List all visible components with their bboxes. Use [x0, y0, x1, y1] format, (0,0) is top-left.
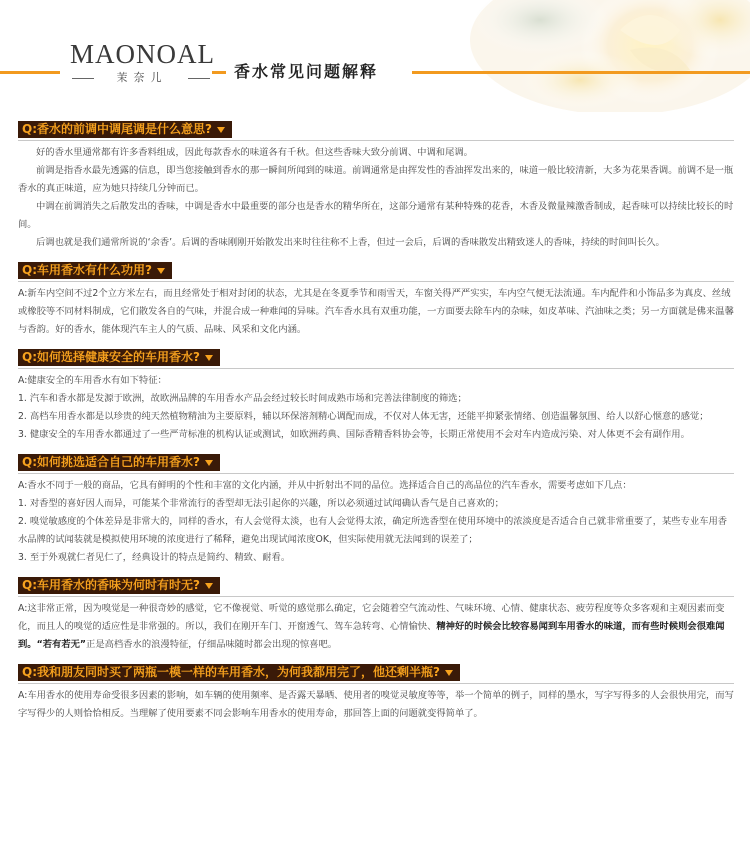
brand-line-right — [188, 78, 210, 79]
faq-answer-paragraph: 1. 汽车和香水都是发源于欧洲，故欧洲品牌的车用香水产品会经过较长时间成熟市场和完善法律制度的筛选； — [18, 393, 467, 404]
title-rule-right — [412, 71, 750, 74]
faq-answer-paragraph: A:车用香水的使用寿命受很多因素的影响，如车辆的使用频率、是否露天暴晒、使用者的嗅觉灵敏度等等，举一个简单的例子，同样的墨水，写字写得多的人会很快用完，而写字写得少的人则恰恰相反。当理解了使用要素不同会影响车用香水的使用寿命，那回答上面的问题就变得简单了。 — [18, 690, 734, 719]
faq-answer-paragraph: 中调在前调消失之后散发出的香味，中调是香水中最重要的部分也是香水的精华所在，这部分通常有某种特殊的花香，木香及微量辣激香制成，起香味可以持续比较长的时间。 — [18, 201, 734, 230]
faq-answer-paragraph: 2. 嗅觉敏感度的个体差异是非常大的，同样的香水，有人会觉得太淡，也有人会觉得太浓，确定所选香型在使用环境中的浓淡度是否适合自己就非常重要了，某些专业车用香水品牌的试闻装就是模拟使用环境的浓度进行了稀释，避免出现试闻浓度OK，但实际使用就无法闻到的误差了； — [18, 516, 728, 545]
faq-question: Q:如何选择健康安全的车用香水? — [18, 349, 220, 366]
faq-answer-paragraph: A:健康安全的车用香水有如下特征： — [18, 375, 167, 386]
answer-text: A:这非常正常，因为嗅觉是一种很奇妙的感觉，它不像视觉、听觉的感觉那么确定，它会随着空气流动性、气味环境、心情、健康状态、疲劳程度等众多客观和主观因素而变化，而且人的嗅觉的适应性是非常强的。所以，我们在刚开车门、开窗透气、驾车急转弯、心情愉快、 — [18, 603, 725, 632]
faq-question: Q:我和朋友同时买了两瓶一模一样的车用香水，为何我都用完了，他还剩半瓶? — [18, 664, 460, 681]
divider — [18, 140, 734, 141]
faq-answer-paragraph: 2. 高档车用香水都是以珍贵的纯天然植物精油为主要原料，辅以环保溶剂精心调配而成，不仅对人体无害，还能平抑紧张情绪、创造温馨氛围、给人以舒心惬意的感觉； — [18, 411, 709, 422]
flower-decoration-icon — [420, 0, 750, 112]
brand-logo — [70, 39, 215, 84]
page-header — [0, 0, 750, 112]
faq-section-6 — [18, 661, 734, 723]
faq-section-1 — [18, 118, 734, 252]
faq-answer-paragraph — [18, 600, 734, 654]
faq-answer-paragraph: A:香水不同于一般的商品，它具有鲜明的个性和丰富的文化内涵，并从中折射出不同的品位。选择适合自己的高品位的汽车香水，需要考虑如下几点： — [18, 480, 632, 491]
faq-section-3 — [18, 346, 734, 444]
answer-text: 正是高档香水的浪漫特征，仔细品味随时都会出现的惊喜吧。 — [86, 639, 338, 650]
divider — [18, 368, 734, 369]
brand-name-cn: 茉奈儿 — [116, 71, 168, 84]
faq-answer-paragraph: 3. 至于外观就仁者见仁了，经典设计的特点是简约、精致、耐看。 — [18, 552, 291, 563]
faq-section-2 — [18, 259, 734, 339]
faq-question: Q:香水的前调中调尾调是什么意思? — [18, 121, 232, 138]
faq-section-5 — [18, 574, 734, 654]
title-rule-left — [0, 71, 60, 74]
faq-question: Q:车用香水的香味为何时有时无? — [18, 577, 220, 594]
brand-line-left — [72, 78, 94, 79]
faq-answer-paragraph: 前调是指香水最先透露的信息，即当您接触到香水的那一瞬间所闻到的味道。前调通常是由挥发性的香油挥发出来的，味道一般比较清新，大多为花果香调。前调不是一瓶香水的真正味道，应为她只持续几分钟而已。 — [18, 165, 734, 194]
faq-section-4 — [18, 451, 734, 567]
faq-answer-paragraph: 好的香水里通常都有许多香料组成，因此每款香水的味道各有千秋。但这些香味大致分前调、中调和尾调。 — [36, 147, 473, 158]
brand-name-en: MAONOAL — [70, 39, 215, 69]
answer-text-bold: 精神好的时候会比较容易闻到车用香水的味道，而有些时候则会很难闻到。 — [18, 621, 725, 650]
faq-question: Q:车用香水有什么功用? — [18, 262, 172, 279]
divider — [18, 281, 734, 282]
page-title: 香水常见问题解释 — [234, 62, 379, 81]
title-rule-mid — [212, 71, 226, 74]
answer-quote-bold: “若有若无” — [36, 639, 87, 650]
faq-answer-paragraph: A:新车内空间不过2个立方米左右，而且经常处于相对封闭的状态，尤其是在冬夏季节和雨雪天，车窗关得严严实实，车内空气便无法流通。车内配件和小饰品多为真皮、丝绒或橡胶等不同材料制成，它们散发各自的气味，并混合成一种难闻的异味。汽车香水具有双重功能，一方面要去除车内的杂味，如皮革味、汽油味之类；另一方面就是佛来温馨与香韵。好的香水，能体现汽车主人的气质、品味、风采和文化内涵。 — [18, 288, 734, 335]
faq-content — [18, 118, 734, 730]
faq-question: Q:如何挑选适合自己的车用香水? — [18, 454, 220, 471]
divider — [18, 683, 734, 684]
faq-answer-paragraph: 3. 健康安全的车用香水都通过了一些严苛标准的机构认证或测试，如欧洲药典、国际香精香料协会等，长期正常使用不会对车内造成污染、对人体更不会有副作用。 — [18, 429, 690, 440]
faq-answer-paragraph: 1. 对香型的喜好因人而异，可能某个非常流行的香型却无法引起你的兴趣，所以必须通过试闻确认香气是自己喜欢的； — [18, 498, 504, 509]
faq-answer-paragraph: 后调也就是我们通常所说的‘余香’。后调的香味刚刚开始散发出来时往往称不上香，但过一会后，后调的香味散发出精致迷人的香味，持续的时间叫长久。 — [36, 237, 665, 248]
divider — [18, 473, 734, 474]
brand-cn-row — [72, 71, 210, 85]
divider — [18, 596, 734, 597]
